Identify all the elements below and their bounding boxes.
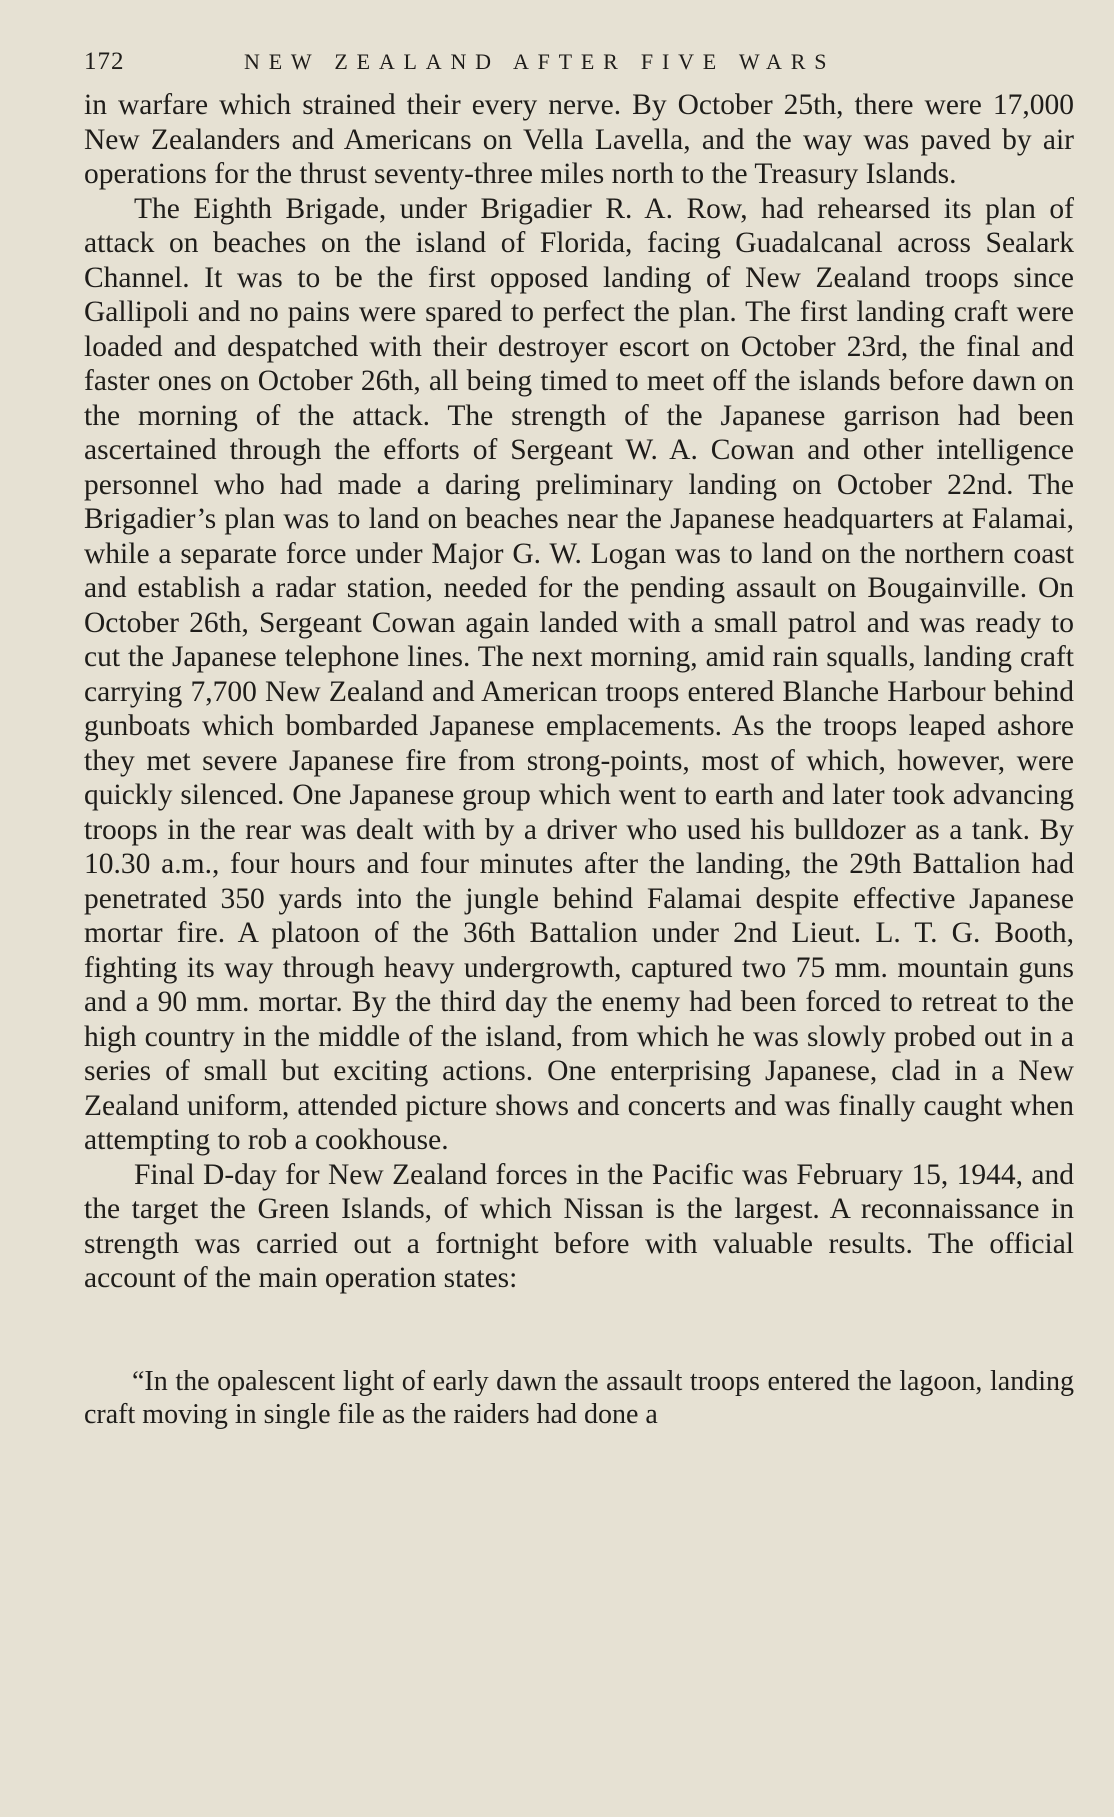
book-page [84, 48, 1074, 1431]
running-header [84, 48, 1074, 88]
page-number: 172 [84, 48, 125, 75]
running-title: NEW ZEALAND AFTER FIVE WARS [244, 49, 836, 74]
quote-text: “In the opalescent light of early dawn the assault troops entered the lagoon, landing craft moving in single file as the raiders had done a [84, 1365, 1074, 1430]
body-text [84, 88, 1074, 1296]
block-quote [84, 1365, 1074, 1431]
paragraph: The Eighth Brigade, under Brigadier R. A. Row, had rehearsed its plan of attack on beaches on the island of Florida, facing Guadalcanal across Sealark Channel. It was to be the first opposed landing of New Zealand troops since Gallipoli and no pains were spared to perfect the plan. The first landing craft were loaded and despatched with their destroyer escort on October 23rd, the final and faster ones on October 26th, all being timed to meet off the islands before dawn on the morning of the attack. The strength of the Japanese garrison had been ascertained through the efforts of Sergeant W. A. Cowan and other intelligence personnel who had made a daring preliminary landing on October 22nd. The Brigadier’s plan was to land on beaches near the Japanese headquarters at Falamai, while a separate force under Major G. W. Logan was to land on the northern coast and establish a radar station, needed for the pending assault on Bougainville. On October 26th, Sergeant Cowan again landed with a small patrol and was ready to cut the Japanese telephone lines. The next morning, amid rain squalls, landing craft carrying 7,700 New Zealand and American troops entered Blanche Harbour behind gunboats which bombarded Japanese emplacements. As the troops leaped ashore they met severe Japanese fire from strong-points, most of which, however, were quickly silenced. One Japanese group which went to earth and later took advancing troops in the rear was dealt with by a driver who used his bulldozer as a tank. By 10.30 a.m., four hours and four minutes after the landing, the 29th Battalion had penetrated 350 yards into the jungle behind Falamai despite effective Japanese mortar fire. A platoon of the 36th Battalion under 2nd Lieut. L. T. G. Booth, fighting its way through heavy undergrowth, captured two 75 mm. mountain guns and a 90 mm. mortar. By the third day the enemy had been forced to retreat to the high country in the middle of the island, from which he was slowly probed out in a series of small but exciting actions. One enterprising Japanese, clad in a New Zealand uniform, attended picture shows and concerts and was finally caught when attempting to rob a cookhouse. [84, 192, 1074, 1156]
paragraph: in warfare which strained their every nerve. By October 25th, there were 17,000 New Zealanders and Americans on Vella Lavella, and the way was paved by air operations for the thrust seventy-three miles north to the Treasury Islands. [84, 89, 1074, 190]
paragraph: Final D-day for New Zealand forces in the Pacific was February 15, 1944, and the target the Green Islands, of which Nissan is the largest. A reconnaissance in strength was carried out a fortnight before with valuable results. The official account of the main operation states: [84, 1158, 1074, 1294]
